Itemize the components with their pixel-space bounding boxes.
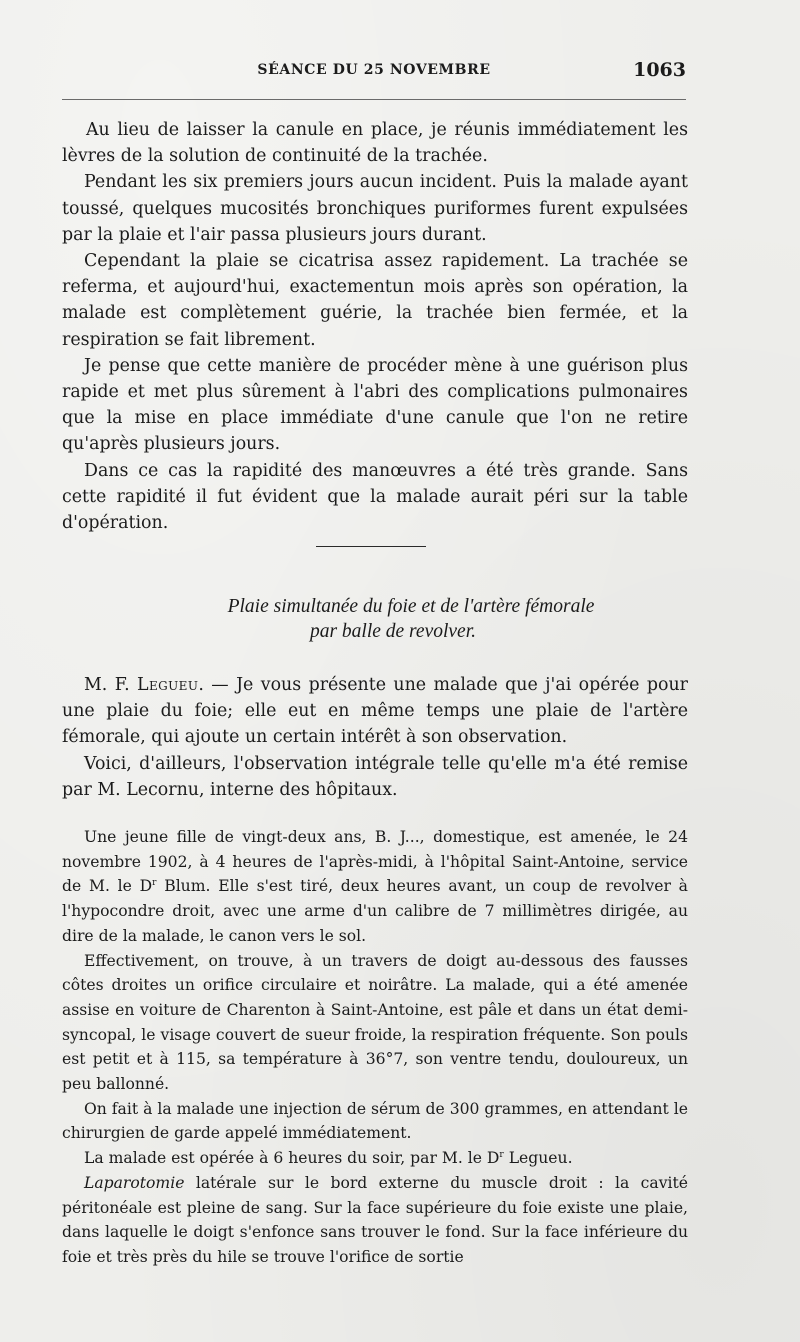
section-divider (316, 546, 426, 547)
italic-term: Laparotomie (84, 1173, 185, 1192)
paragraph: Je pense que cette manière de procéder mène à une guérison plus rapide et met plus sûrement à l'abri des complications pulmonaires que la mise en place immédiate d'une canule que l'on ne retire qu'après plusieurs jours. (62, 355, 688, 455)
paragraph: Cependant la plaie se cicatrisa assez rapidement. La trachée se referma, et aujourd'hui, exactementun mois après son opération, la malade est complètement guérie, la trachée bien fermée, et la respiration se fait librement. (62, 251, 688, 350)
paragraph: Voici, d'ailleurs, l'observation intégrale telle qu'elle m'a été remise par M. Lecornu, interne des hôpitaux. (62, 753, 688, 800)
running-head: SÉANCE DU 25 NOVEMBRE (257, 62, 491, 78)
section-title-line: par balle de revolver. (309, 621, 477, 642)
speaker-prefix: M. F. (84, 675, 138, 695)
paragraph-text: Une jeune fille de vingt-deux ans, B. J..., domestique, est amenée, le 24 novembre 1902, à 4 heures de l'après-midi, à l'hôpital Saint-Antoine, service de M. le D (62, 828, 688, 896)
paragraph-text: La malade est opérée à 6 heures du soir, par M. le D (84, 1149, 500, 1168)
paragraph (62, 1171, 688, 1270)
observation-section (62, 825, 688, 1270)
paragraph: Au lieu de laisser la canule en place, je réunis immédiatement les lèvres de la solution de continuité de la trachée. (62, 120, 688, 167)
paragraph (62, 672, 688, 751)
superscript: r (499, 1150, 504, 1161)
section-title-line: Plaie simultanée du foie et de l'artère fémorale (227, 596, 595, 617)
paragraph: Dans ce cas la rapidité des manœuvres a été très grande. Sans cette rapidité il fut évident que la malade aurait péri sur la table d'opération. (62, 460, 688, 534)
paragraph-text: Legueu. (503, 1149, 573, 1168)
superscript: r (152, 878, 157, 889)
intro-section (62, 117, 688, 536)
section-title (62, 594, 688, 644)
paragraph: On fait à la malade une injection de sérum de 300 grammes, en attendant le chirurgien de garde appelé immédiatement. (62, 1099, 688, 1143)
paragraph: Pendant les six premiers jours aucun incident. Puis la malade ayant toussé, quelques mucosités bronchiques puriformes furent expulsées par la plaie et l'air passa plusieurs jours durant. (62, 172, 688, 245)
paragraph: Effectivement, on trouve, à un travers de doigt au-dessous des fausses côtes droites un orifice circulaire et noirâtre. La malade, qui a été amenée assise en voiture de Charenton à Saint-Antoine, est pâle et dans un état demi-syncopal, le visage couvert de sueur froide, la respiration fréquente. Son pouls est petit et à 115, sa température à 36°7, son ventre tendu, douloureux, un peu ballonné. (62, 951, 688, 1094)
speech-section (62, 672, 688, 803)
page-number: 1063 (633, 59, 686, 81)
paragraph (62, 1146, 688, 1171)
paragraph-text: Blum. Elle s'est tiré, deux heures avant, un coup de revolver à l'hypocondre droit, avec une arme d'un calibre de 7 millimètres dirigée, au dire de la malade, le canon vers le sol. (62, 877, 688, 945)
paragraph-text: . — Je vous présente une malade que j'ai opérée pour une plaie du foie; elle eut en même temps une plaie de l'artère fémorale, qui ajoute un certain intérêt à son observation. (62, 675, 688, 748)
header-rule (62, 99, 686, 100)
page-header (62, 59, 686, 88)
paragraph-text: latérale sur le bord externe du muscle droit : la cavité péritonéale est pleine de sang. Sur la face supérieure du foie existe une plaie, dans laquelle le doigt s'enfonce sans trouver le fond. Sur la face inférieure du foie et très près du hile se trouve l'orifice de sortie (62, 1173, 688, 1266)
speaker-name: Legueu (137, 675, 199, 695)
paragraph (62, 825, 688, 949)
